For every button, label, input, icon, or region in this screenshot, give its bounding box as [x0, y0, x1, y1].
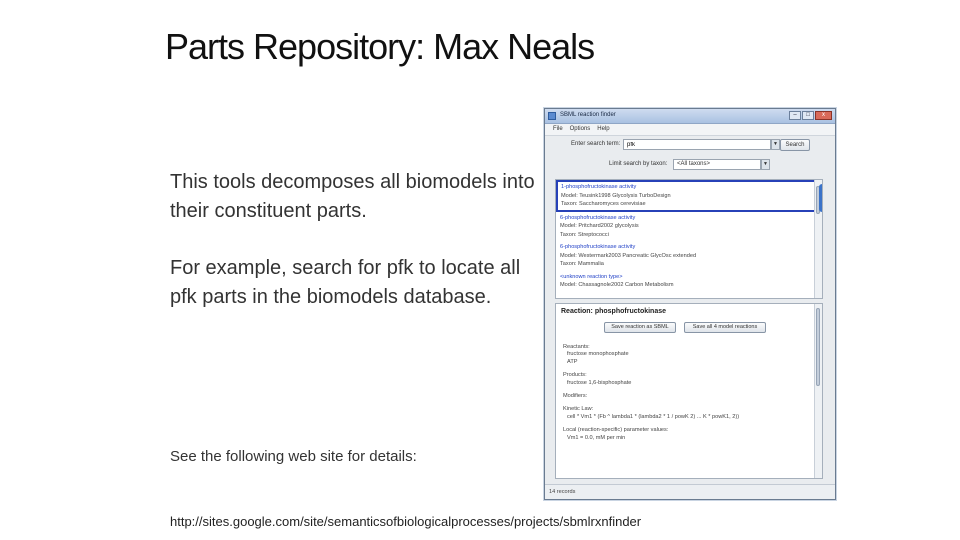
menu-file[interactable]: File	[553, 126, 563, 132]
result-taxon: Taxon: Streptococci	[560, 231, 609, 238]
search-button[interactable]: Search	[780, 139, 810, 151]
taxon-dropdown-arrow-icon[interactable]: ▼	[761, 159, 770, 170]
taxon-row	[545, 157, 835, 173]
reactants-label: Reactants:	[563, 344, 590, 350]
details-text: See the following web site for details:	[170, 448, 417, 465]
taxon-label: Limit search by taxon:	[609, 161, 668, 167]
kinetic-law-formula: cell * Vm1 * (Fb ^ lambda1 * (lambda2 * 1 / powK 2) ... K * powK1, 2))	[567, 413, 740, 420]
result-model: Model: Pritchard2002 glycolysis	[560, 223, 639, 229]
result-model: Model: Westermark2003 Pancreatic GlycOsc extended	[560, 252, 697, 259]
reactant-item: fructose monophosphate	[567, 351, 629, 358]
reactant-item: ATP	[567, 358, 578, 365]
result-taxon: Taxon: Saccharomyces cerevisiae	[561, 201, 646, 207]
minimize-button[interactable]: –	[789, 111, 801, 120]
results-list	[555, 179, 823, 299]
maximize-button[interactable]: □	[802, 111, 814, 120]
list-item[interactable]	[556, 271, 822, 292]
result-name: <unknown reaction type>	[560, 273, 623, 280]
search-input[interactable]	[623, 139, 771, 150]
list-item[interactable]	[556, 180, 822, 212]
window-titlebar[interactable]	[545, 109, 835, 124]
example-paragraph: For example, search for pfk to locate all pfk parts in the biomodels database.	[170, 257, 521, 308]
kinetic-law-label: Kinetic Law:	[563, 406, 594, 413]
list-item[interactable]	[556, 212, 822, 242]
menu-bar	[545, 124, 835, 136]
reaction-detail-text	[563, 344, 739, 442]
result-taxon: Taxon: Mammalia	[560, 261, 604, 267]
sbml-reaction-finder-window	[544, 108, 836, 500]
local-parameters-values: Vm1 = 0.0, mM per min	[567, 434, 626, 441]
scrollbar-thumb[interactable]	[816, 308, 820, 386]
result-name: 6-phosphofructokinase activity	[560, 214, 636, 221]
menu-help[interactable]: Help	[597, 126, 610, 132]
search-label: Enter search term:	[571, 141, 621, 147]
search-history-arrow-icon[interactable]: ▼	[771, 139, 780, 150]
result-model: Model: Teusink1998 Glycolysis TurboDesign	[561, 192, 671, 199]
panel-edge-tab	[819, 184, 823, 212]
list-item[interactable]	[556, 241, 822, 271]
description-paragraph: This tools decomposes all biomodels into their constituent parts.	[170, 171, 535, 222]
modifiers-label: Modifiers:	[563, 393, 588, 400]
app-icon	[548, 112, 556, 120]
result-model: Model: Chassagnole2002 Carbon Metabolism	[560, 282, 674, 288]
local-parameters-label: Local (reaction-specific) parameter values:	[563, 427, 669, 434]
products-label: Products:	[563, 372, 587, 379]
menu-options[interactable]: Options	[569, 126, 591, 132]
status-bar	[545, 484, 835, 499]
result-name: 1-phosphofructokinase activity	[561, 184, 637, 190]
details-url[interactable]: http://sites.google.com/site/semanticsofbiologicalprocesses/projects/sbmlrxnfinder	[170, 514, 642, 529]
search-row	[545, 137, 835, 153]
reaction-detail-panel	[555, 303, 823, 479]
slide-title: Parts Repository: Max Neals	[165, 26, 595, 67]
save-all-reactions-button[interactable]: Save all 4 model reactions	[684, 322, 766, 333]
taxon-select[interactable]: <All taxons>	[673, 159, 761, 170]
result-name: 6-phosphofructokinase activity	[560, 244, 636, 250]
reaction-title: Reaction: phosphofructokinase	[561, 308, 667, 315]
product-item: fructose 1,6-bisphosphate	[567, 379, 632, 386]
status-text: 14 records	[549, 489, 576, 495]
close-button[interactable]: x	[815, 111, 832, 120]
window-title: SBML reaction finder	[560, 112, 616, 118]
detail-scrollbar[interactable]	[814, 304, 822, 478]
save-reaction-button[interactable]: Save reaction as SBML	[604, 322, 676, 333]
